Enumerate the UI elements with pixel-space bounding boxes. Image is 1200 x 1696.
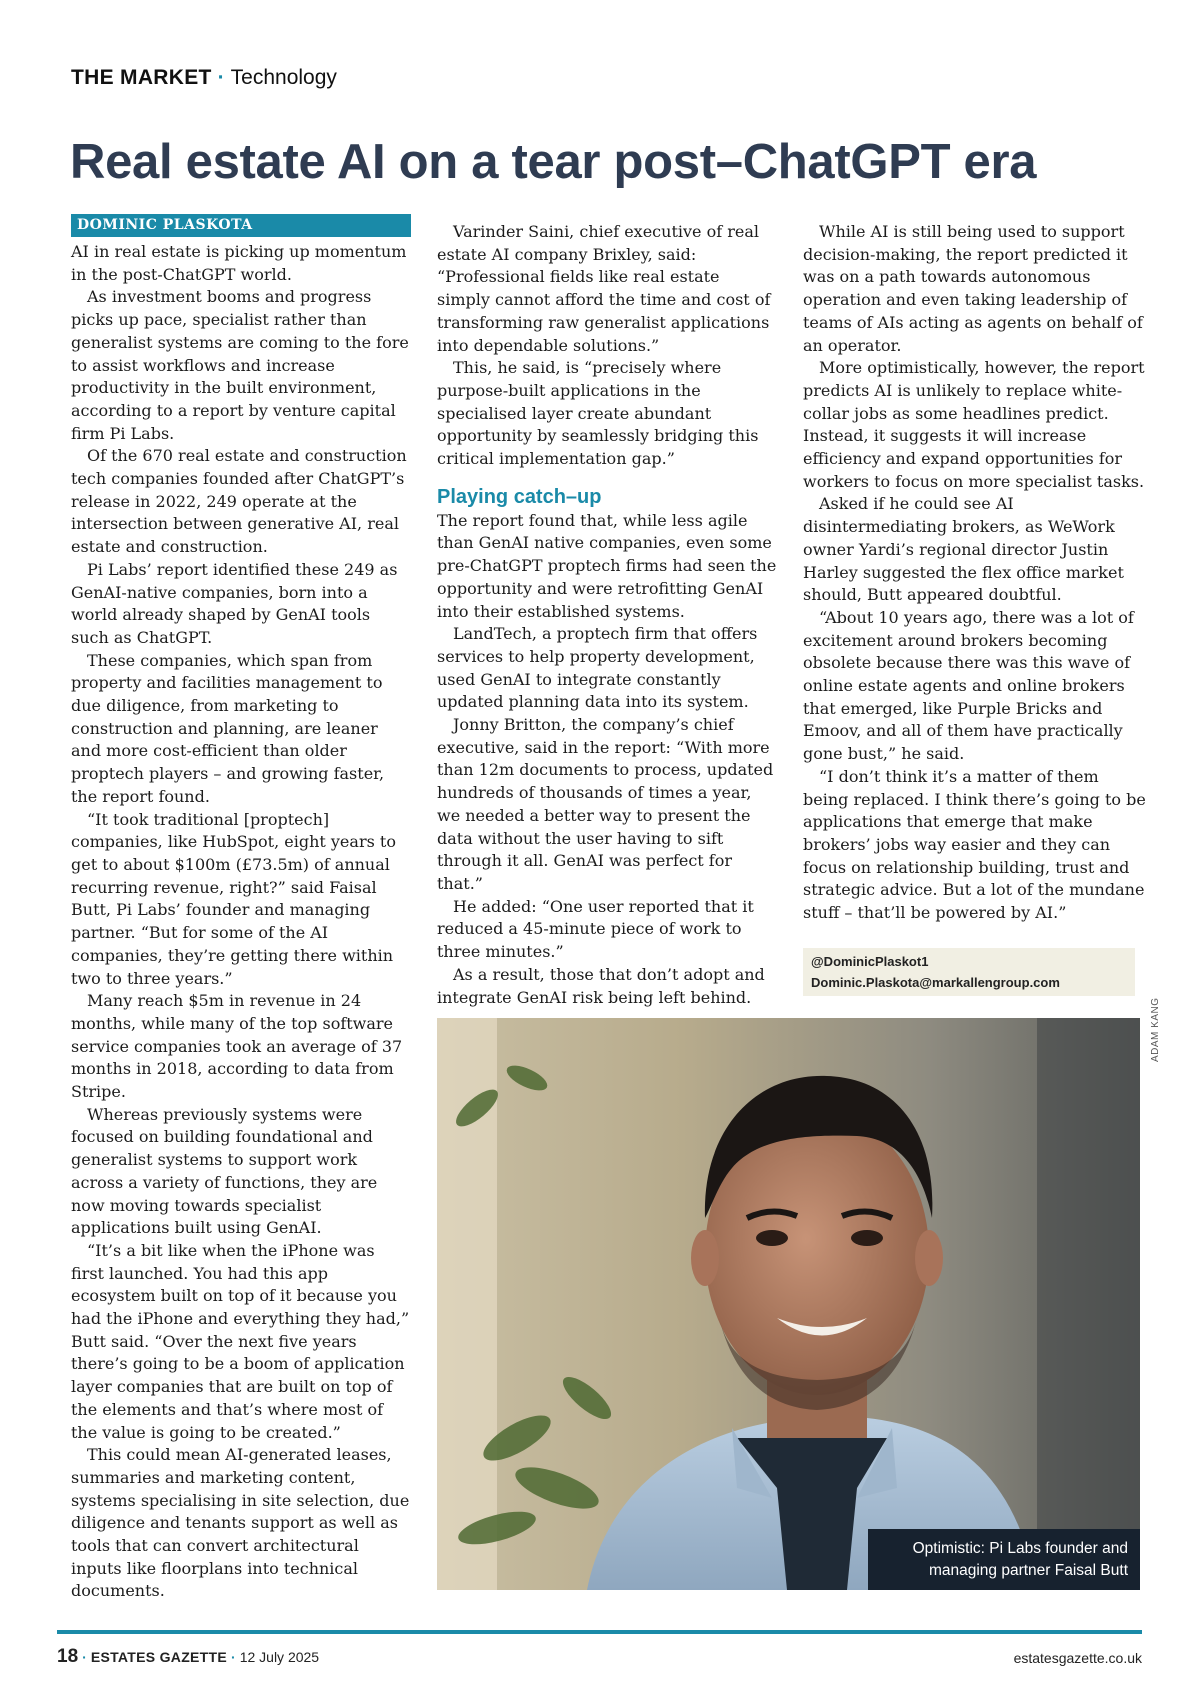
paragraph: Jonny Britton, the company’s chief executive, said in the report: “With more than 12m documents to process, updated hundreds of thousands of times a year, we needed a better way to present the data without the user having to sift through it all. GenAI was perfect for that.” (437, 715, 774, 893)
paragraph: Whereas previously systems were focused on building foundational and generalist systems to support work across a variety of functions, they are now moving towards specialist applications built using GenAI. (71, 1104, 378, 1238)
column-2 (437, 221, 777, 1009)
paragraph: “About 10 years ago, there was a lot of excitement around brokers becoming obsolete because there was this wave of online estate agents and online brokers that emerged, like Purple Bricks and Emoov, and all of them have practically gone bust,” he said. (803, 607, 1134, 764)
author-contact-box (803, 948, 1135, 996)
subsection-name: Technology (230, 66, 337, 89)
separator-dot: · (82, 1649, 87, 1665)
paragraph: “I don’t think it’s a matter of them being replaced. I think there’s going to be applications that emerge that make brokers’ jobs way easier and they can focus on relationship building, trust and strategic advice. But a lot of the mundane stuff – that’ll be powered by AI.” (803, 766, 1146, 923)
separator-dot: · (231, 1649, 236, 1665)
portrait-illustration (437, 1018, 1140, 1590)
caption-line: managing partner Faisal Butt (928, 1562, 1128, 1579)
paragraph: AI in real estate is picking up momentum in the post-ChatGPT world. (71, 242, 407, 284)
paragraph: As investment booms and progress picks up pace, specialist rather than generalist systems are coming to the fore to assist workflows and increase productivity in the built environment, according to a report by venture capital firm Pi Labs. (71, 287, 409, 443)
paragraph: While AI is still being used to support decision-making, the report predicted it was on a path towards autonomous operation and even taking leadership of teams of AIs acting as agents on behalf of an operator. (803, 222, 1143, 355)
page-footer (57, 1646, 1142, 1668)
paragraph: Varinder Saini, chief executive of real estate AI company Brixley, said: “Professional fields like real estate simply cannot afford the time and cost of transforming raw generalist applications into dependable solutions.” (437, 222, 771, 355)
paragraph: As a result, those that don’t adopt and integrate GenAI risk being left behind. (437, 964, 765, 1007)
page-number: 18 (57, 1646, 79, 1667)
column-1 (71, 214, 411, 1603)
paragraph: Pi Labs’ report identified these 249 as GenAI-native companies, born into a world already shaped by GenAI tools such as ChatGPT. (71, 559, 398, 647)
paragraph: This could mean AI-generated leases, summaries and marketing content, systems specialising in site selection, due diligence and tenants support as well as tools that can convert architectural inputs like floorplans into technical documents. (71, 1445, 410, 1601)
paragraph: “It took traditional [proptech] companies, like HubSpot, eight years to get to about $100m (£73.5m) of annual recurring revenue, right?” said Faisal Butt, Pi Labs’ founder and managing partner. “But for some of the AI companies, they’re getting there within two to three years.” (71, 809, 396, 988)
photo-credit: ADAM KANG (1150, 997, 1161, 1062)
paragraph: LandTech, a proptech firm that offers services to help property development, used GenAI to integrate constantly updated planning data into its system. (437, 624, 758, 712)
paragraph: Many reach $5m in revenue in 24 months, while many of the top software service companies took an average of 37 months in 2018, according to data from Stripe. (71, 991, 403, 1102)
subheading: Playing catch–up (437, 485, 602, 508)
section-header (71, 66, 337, 90)
separator-dot: · (217, 66, 225, 89)
publication-name: ESTATES GAZETTE (90, 1649, 228, 1665)
paragraph: More optimistically, however, the report predicts AI is unlikely to replace white-collar jobs as some headlines predict. Instead, it suggests it will increase efficiency and expand opportunities for workers to focus on more specialist tasks. (803, 358, 1145, 491)
paragraph: These companies, which span from property and facilities management to due diligence, from marketing to construction and planning, are leaner and more cost-efficient than older proptech players – and growing faster, the report found. (71, 650, 385, 806)
section-name: THE MARKET (71, 66, 212, 89)
paragraph: Of the 670 real estate and construction tech companies founded after ChatGPT’s release in 2022, 249 operate at the intersection between generative AI, real estate and construction. (71, 446, 407, 557)
twitter-handle[interactable]: @DominicPlaskot1 (811, 954, 929, 969)
article-headline: Real estate AI on a tear post–ChatGPT era (70, 135, 1037, 189)
author-byline: DOMINIC PLASKOTA (71, 214, 411, 237)
paragraph: Asked if he could see AI disintermediating brokers, as WeWork owner Yardi’s regional director Justin Harley suggested the flex office market should, Butt appeared doubtful. (803, 494, 1124, 605)
paragraph: The report found that, while less agile than GenAI native companies, even some pre-ChatGPT proptech firms had seen the opportunity and were retrofitting GenAI into their established systems. (437, 510, 777, 621)
photo-caption (868, 1529, 1140, 1590)
paragraph: This, he said, is “precisely where purpose-built applications in the specialised layer create abundant opportunity by seamlessly bridging this critical implementation gap.” (437, 358, 759, 469)
issue-date: 12 July 2025 (239, 1649, 320, 1665)
footer-divider (57, 1630, 1142, 1634)
author-email[interactable]: Dominic.Plaskota@markallengroup.com (811, 975, 1060, 990)
paragraph: “It’s a bit like when the iPhone was first launched. You had this app ecosystem built on top of it because you had the iPhone and everything they had,” Butt said. “Over the next five years there’s going to be a boom of application layer companies that are built on top of the elements and that’s where most of the value is going to be created.” (71, 1240, 410, 1442)
paragraph: He added: “One user reported that it reduced a 45-minute piece of work to three minutes.” (437, 896, 754, 962)
column-3 (803, 221, 1148, 925)
caption-line: Optimistic: Pi Labs founder and (912, 1540, 1128, 1557)
website-link[interactable]: estatesgazette.co.uk (1013, 1650, 1142, 1666)
article-photo (437, 1018, 1140, 1590)
